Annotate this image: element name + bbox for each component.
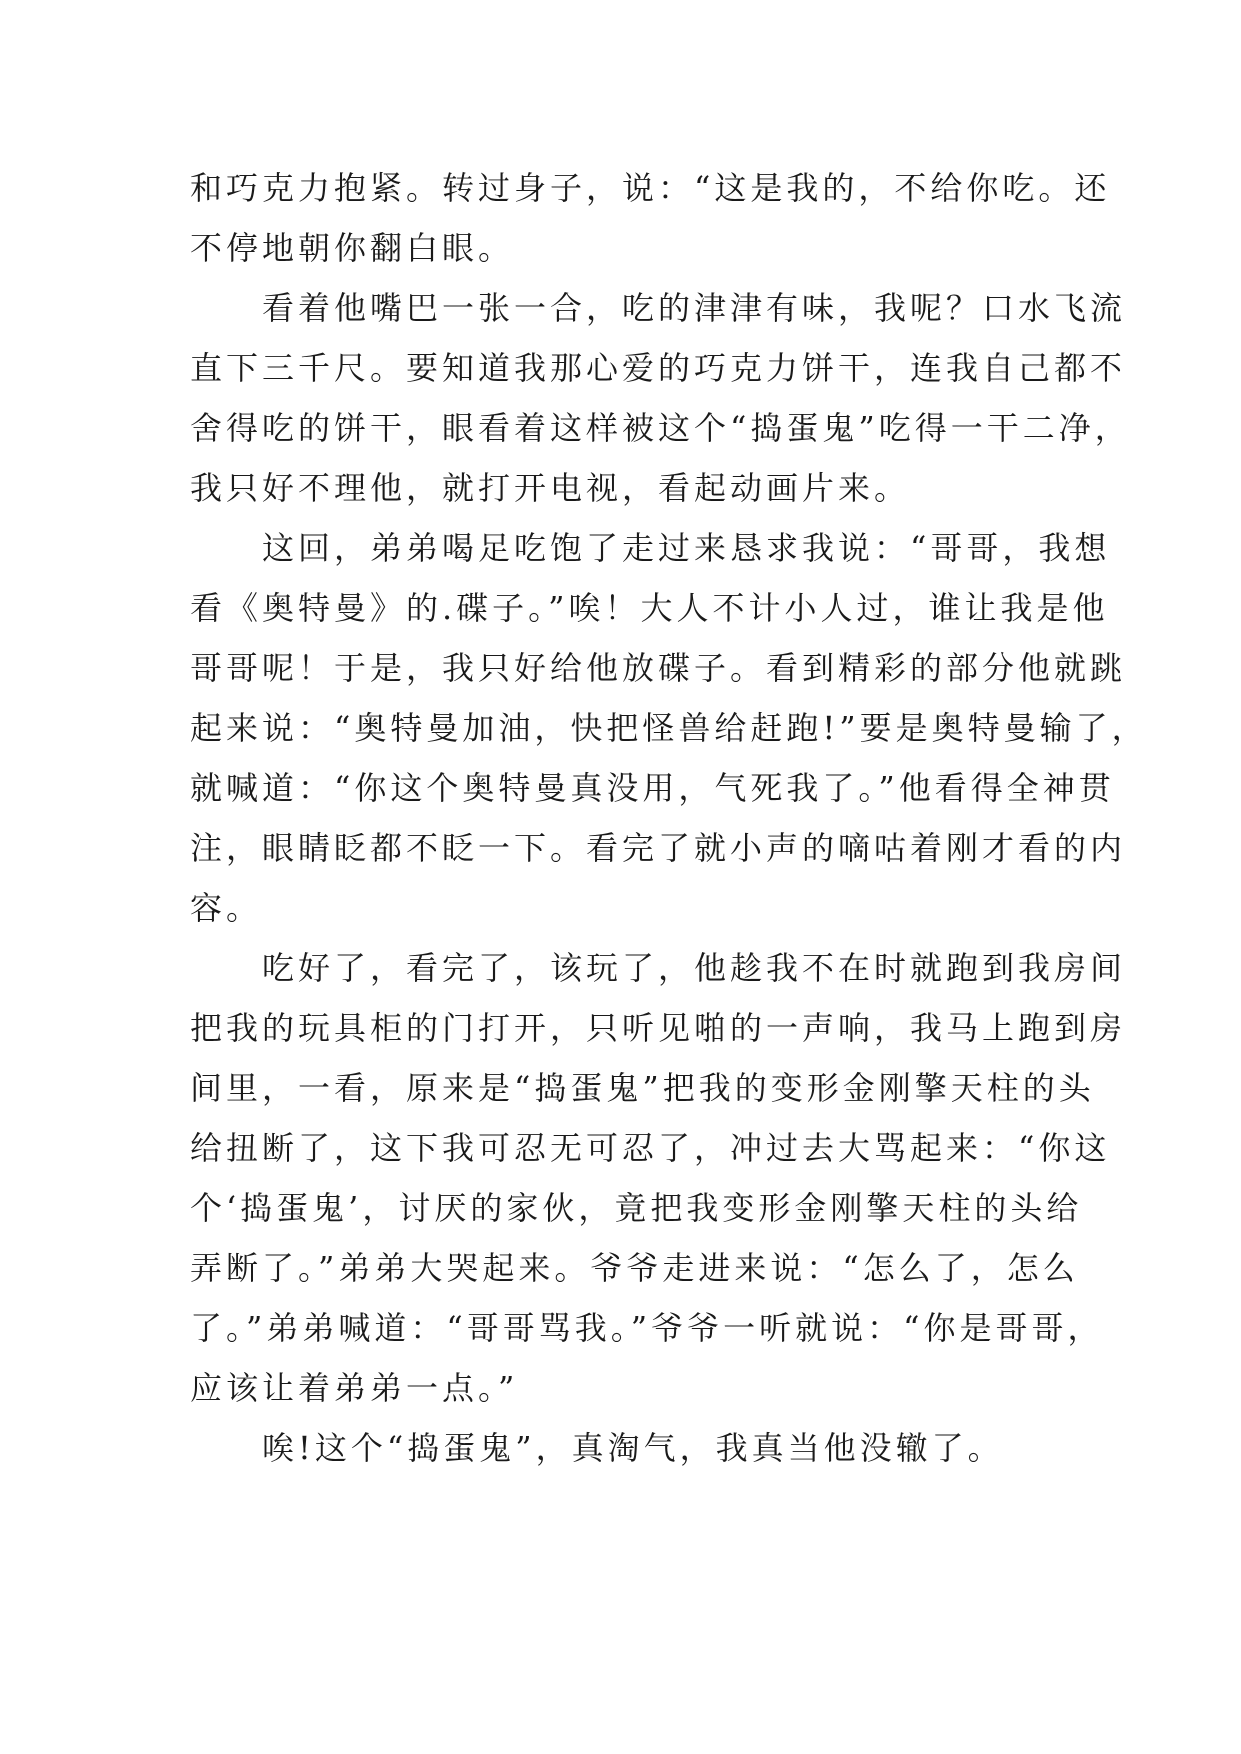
text-line: 这回，弟弟喝足吃饱了走过来恳求我说：“哥哥，我想 [190,529,1111,567]
text-line: 间里，一看，原来是“捣蛋鬼”把我的变形金刚擎天柱的头 [190,1069,1095,1107]
text-line: 就喊道：“你这个奥特曼真没用，气死我了。”他看得全神贯 [190,769,1115,807]
text-line: 弄断了。”弟弟大哭起来。爷爷走进来说：“怎么了，怎么 [190,1249,1079,1287]
text-line: 个‘捣蛋鬼’，讨厌的家伙，竟把我变形金刚擎天柱的头给 [190,1189,1083,1227]
text-line: 看着他嘴巴一张一合，吃的津津有味，我呢？口水飞流 [190,289,1127,327]
text-line: 不停地朝你翻白眼。 [190,229,515,267]
text-line: 哥哥呢！于是，我只好给他放碟子。看到精彩的部分他就跳 [190,649,1127,687]
text-line: 直下三千尺。要知道我那心爱的巧克力饼干，连我自己都不 [190,349,1127,387]
text-line: 了。”弟弟喊道：“哥哥骂我。”爷爷一听就说：“你是哥哥， [190,1309,1104,1347]
text-line: 把我的玩具柜的门打开，只听见啪的一声响，我马上跑到房 [190,1009,1127,1047]
text-line: 给扭断了，这下我可忍无可忍了，冲过去大骂起来：“你这 [190,1129,1111,1167]
text-line: 吃好了，看完了，该玩了，他趁我不在时就跑到我房间 [190,949,1127,987]
document-body [190,158,1148,1478]
text-line: 注，眼睛眨都不眨一下。看完了就小声的嘀咕着刚才看的内 [190,829,1127,867]
text-line: 应该让着弟弟一点。” [190,1369,519,1407]
text-line: 和巧克力抱紧。转过身子，说：“这是我的，不给你吃。还 [190,169,1111,207]
text-line: 我只好不理他，就打开电视，看起动画片来。 [190,469,911,507]
text-line: 舍得吃的饼干，眼看着这样被这个“捣蛋鬼”吃得一干二净， [190,409,1131,447]
text-line: 起来说：“奥特曼加油，快把怪兽给赶跑!”要是奥特曼输了， [190,709,1148,747]
text-line: 看《奥特曼》的.碟子。”唉！大人不计小人过，谁让我是他 [190,589,1109,627]
text-line: 容。 [190,889,263,927]
text-line: 唉!这个“捣蛋鬼”，真淘气，我真当他没辙了。 [190,1429,1004,1467]
